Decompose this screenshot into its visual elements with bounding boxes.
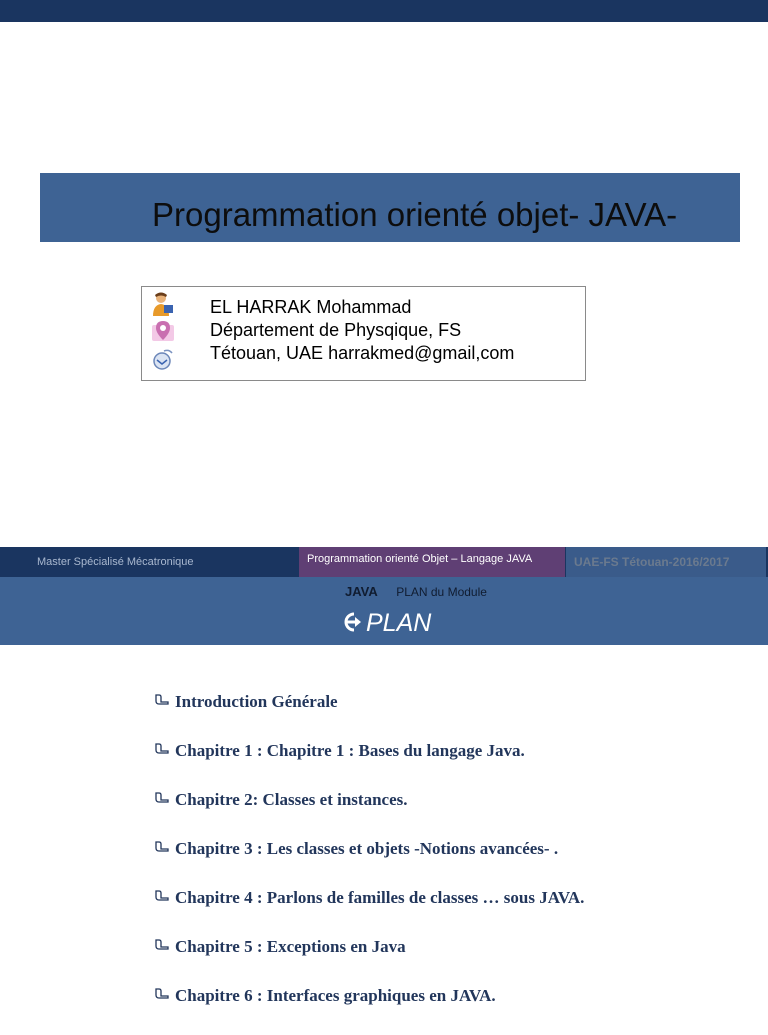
plan-module-label: PLAN du Module	[396, 585, 487, 599]
plan-title	[340, 609, 431, 637]
slide-title: Programmation orienté objet- JAVA-	[152, 196, 678, 233]
location-pin-icon	[150, 319, 176, 345]
email-icon	[150, 347, 176, 373]
plan-header	[0, 577, 768, 645]
footer-year: UAE-FS Tétouan-2016/2017	[574, 555, 730, 569]
footer-course: Programmation orienté Objet – Langage JAVA	[307, 553, 533, 565]
pointing-hand-icon	[154, 938, 170, 954]
plan-title-text: PLAN	[366, 609, 432, 637]
plan-item	[154, 741, 584, 790]
author-location-email: Tétouan, UAE harrakmed@gmail,com	[210, 343, 515, 363]
plan-item	[154, 937, 584, 986]
footer-year-box	[566, 547, 766, 577]
plan-item	[154, 839, 584, 888]
pointing-hand-icon	[154, 693, 170, 709]
author-department: Département de Physqique, FS	[210, 320, 462, 340]
pointing-hand-icon	[154, 742, 170, 758]
plan-subheader	[345, 583, 487, 601]
plan-item-text: Chapitre 1 : Chapitre 1 : Bases du langage Java.	[175, 741, 525, 760]
plan-item-text: Chapitre 6 : Interfaces graphiques en JAVA.	[175, 986, 496, 1005]
plan-item	[154, 790, 584, 839]
pointing-hand-icon	[154, 987, 170, 1003]
footer-course-box	[299, 547, 565, 577]
author-name: EL HARRAK Mohammad	[210, 297, 412, 317]
title-banner	[40, 173, 740, 242]
plan-item-text: Chapitre 4 : Parlons de familles de classes … sous JAVA.	[175, 888, 585, 907]
arrow-circle-icon	[340, 611, 364, 633]
top-bar	[0, 0, 768, 22]
pointing-hand-icon	[154, 791, 170, 807]
plan-item	[154, 888, 584, 937]
footer-bar	[0, 547, 768, 577]
pointing-hand-icon	[154, 889, 170, 905]
pointing-hand-icon	[154, 840, 170, 856]
plan-list	[154, 692, 584, 1035]
plan-item-text: Chapitre 2: Classes et instances.	[175, 790, 408, 809]
author-box	[141, 286, 586, 381]
plan-item-text: Introduction Générale	[175, 692, 338, 711]
plan-item	[154, 986, 584, 1035]
java-tag: JAVA	[345, 584, 378, 599]
plan-item-text: Chapitre 3 : Les classes et objets -Notions avancées- .	[175, 839, 559, 858]
plan-item-text: Chapitre 5 : Exceptions en Java	[175, 937, 406, 956]
person-icon	[150, 291, 176, 317]
plan-item	[154, 692, 584, 741]
footer-program: Master Spécialisé Mécatronique	[37, 556, 194, 568]
author-text	[210, 296, 514, 365]
